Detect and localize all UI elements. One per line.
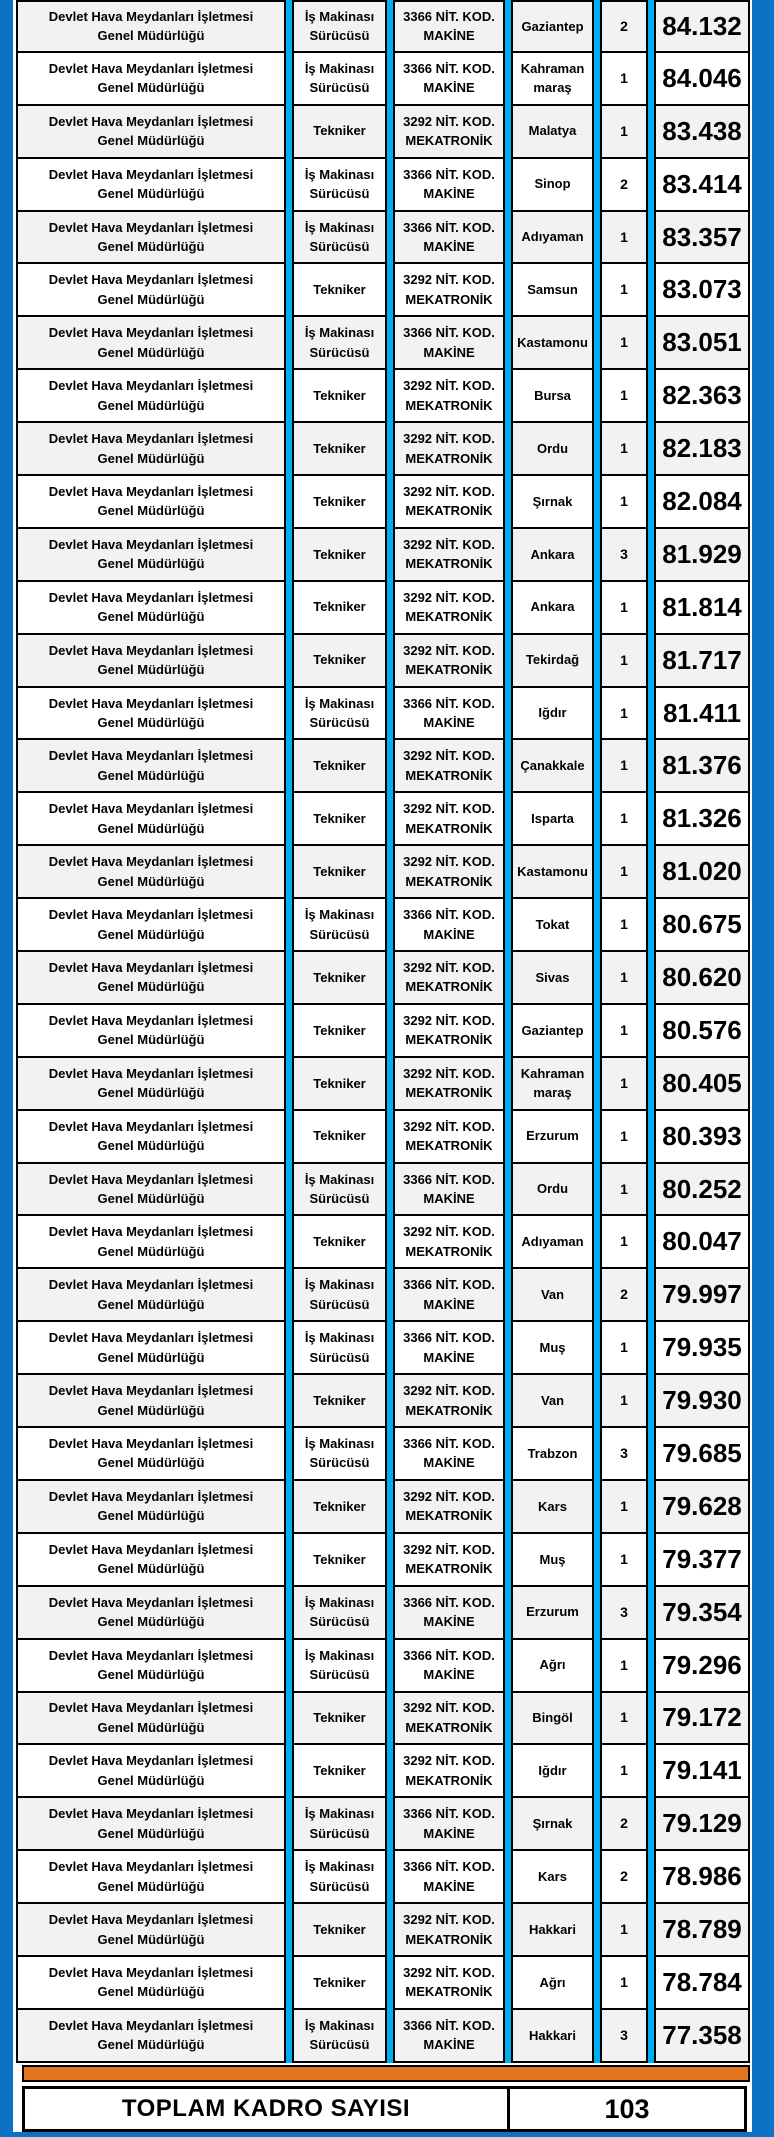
count-cell: 1 (600, 1216, 648, 1269)
score-cell: 79.141 (654, 1745, 750, 1798)
city-cell: Tokat (511, 899, 594, 952)
city-cell: Kars (511, 1481, 594, 1534)
code-cell: 3292 NİT. KOD. MEKATRONİK (393, 1745, 505, 1798)
code-cell: 3292 NİT. KOD. MEKATRONİK (393, 1957, 505, 2010)
city-cell: Tekirdağ (511, 635, 594, 688)
institution-cell: Devlet Hava Meydanları İşletmesi Genel Müdürlüğü (16, 159, 286, 212)
city-cell: Iğdır (511, 688, 594, 741)
count-cell: 1 (600, 1693, 648, 1746)
institution-cell: Devlet Hava Meydanları İşletmesi Genel Müdürlüğü (16, 1957, 286, 2010)
code-cell: 3366 NİT. KOD. MAKİNE (393, 899, 505, 952)
score-cell: 83.357 (654, 212, 750, 265)
count-cell: 1 (600, 846, 648, 899)
score-cell: 82.084 (654, 476, 750, 529)
count-cell: 1 (600, 1058, 648, 1111)
institution-cell: Devlet Hava Meydanları İşletmesi Genel Müdürlüğü (16, 0, 286, 53)
institution-cell: Devlet Hava Meydanları İşletmesi Genel Müdürlüğü (16, 529, 286, 582)
score-cell: 79.377 (654, 1534, 750, 1587)
count-cell: 1 (600, 106, 648, 159)
title-cell: Tekniker (292, 1481, 387, 1534)
score-cell: 80.576 (654, 1005, 750, 1058)
score-cell: 79.935 (654, 1322, 750, 1375)
city-cell: Muş (511, 1322, 594, 1375)
count-cell: 2 (600, 1851, 648, 1904)
city-cell: Ağrı (511, 1640, 594, 1693)
title-cell: Tekniker (292, 740, 387, 793)
count-cell: 1 (600, 688, 648, 741)
count-cell: 2 (600, 1269, 648, 1322)
institution-cell: Devlet Hava Meydanları İşletmesi Genel Müdürlüğü (16, 1269, 286, 1322)
count-cell: 1 (600, 1904, 648, 1957)
city-cell: Çanakkale (511, 740, 594, 793)
institution-cell: Devlet Hava Meydanları İşletmesi Genel Müdürlüğü (16, 1428, 286, 1481)
city-cell: Hakkari (511, 2010, 594, 2063)
institution-cell: Devlet Hava Meydanları İşletmesi Genel Müdürlüğü (16, 899, 286, 952)
title-cell: İş Makinası Sürücüsü (292, 1798, 387, 1851)
count-cell: 1 (600, 1640, 648, 1693)
count-cell: 1 (600, 1322, 648, 1375)
score-cell: 79.354 (654, 1587, 750, 1640)
count-cell: 1 (600, 1481, 648, 1534)
institution-cell: Devlet Hava Meydanları İşletmesi Genel Müdürlüğü (16, 1534, 286, 1587)
code-cell: 3292 NİT. KOD. MEKATRONİK (393, 476, 505, 529)
code-cell: 3366 NİT. KOD. MAKİNE (393, 159, 505, 212)
count-cell: 1 (600, 53, 648, 106)
title-cell: İş Makinası Sürücüsü (292, 1640, 387, 1693)
count-cell: 1 (600, 423, 648, 476)
title-cell: Tekniker (292, 846, 387, 899)
code-cell: 3366 NİT. KOD. MAKİNE (393, 1428, 505, 1481)
title-cell: İş Makinası Sürücüsü (292, 0, 387, 53)
institution-cell: Devlet Hava Meydanları İşletmesi Genel Müdürlüğü (16, 317, 286, 370)
city-cell: Gaziantep (511, 0, 594, 53)
code-cell: 3292 NİT. KOD. MEKATRONİK (393, 952, 505, 1005)
code-cell: 3292 NİT. KOD. MEKATRONİK (393, 1693, 505, 1746)
city-cell: Şırnak (511, 476, 594, 529)
code-cell: 3292 NİT. KOD. MEKATRONİK (393, 582, 505, 635)
code-cell: 3292 NİT. KOD. MEKATRONİK (393, 106, 505, 159)
count-cell: 1 (600, 793, 648, 846)
institution-cell: Devlet Hava Meydanları İşletmesi Genel Müdürlüğü (16, 635, 286, 688)
code-cell: 3366 NİT. KOD. MAKİNE (393, 212, 505, 265)
city-cell: Gaziantep (511, 1005, 594, 1058)
city-cell: Kastamonu (511, 846, 594, 899)
score-cell: 84.046 (654, 53, 750, 106)
city-cell: Trabzon (511, 1428, 594, 1481)
score-cell: 80.252 (654, 1164, 750, 1217)
score-cell: 77.358 (654, 2010, 750, 2063)
code-cell: 3292 NİT. KOD. MEKATRONİK (393, 1375, 505, 1428)
score-cell: 78.789 (654, 1904, 750, 1957)
count-cell: 3 (600, 1587, 648, 1640)
city-cell: Şırnak (511, 1798, 594, 1851)
institution-cell: Devlet Hava Meydanları İşletmesi Genel Müdürlüğü (16, 53, 286, 106)
institution-cell: Devlet Hava Meydanları İşletmesi Genel Müdürlüğü (16, 264, 286, 317)
code-cell: 3366 NİT. KOD. MAKİNE (393, 1851, 505, 1904)
institution-cell: Devlet Hava Meydanları İşletmesi Genel Müdürlüğü (16, 476, 286, 529)
title-cell: İş Makinası Sürücüsü (292, 159, 387, 212)
count-cell: 1 (600, 370, 648, 423)
count-cell: 1 (600, 1957, 648, 2010)
city-cell: Ordu (511, 1164, 594, 1217)
city-cell: Iğdır (511, 1745, 594, 1798)
title-cell: İş Makinası Sürücüsü (292, 899, 387, 952)
city-cell: Ağrı (511, 1957, 594, 2010)
count-cell: 1 (600, 1745, 648, 1798)
title-cell: Tekniker (292, 635, 387, 688)
city-cell: Adıyaman (511, 212, 594, 265)
code-cell: 3366 NİT. KOD. MAKİNE (393, 1640, 505, 1693)
city-cell: Bursa (511, 370, 594, 423)
institution-cell: Devlet Hava Meydanları İşletmesi Genel Müdürlüğü (16, 1375, 286, 1428)
title-cell: Tekniker (292, 529, 387, 582)
score-cell: 80.047 (654, 1216, 750, 1269)
code-cell: 3292 NİT. KOD. MEKATRONİK (393, 793, 505, 846)
city-cell: Malatya (511, 106, 594, 159)
title-cell: İş Makinası Sürücüsü (292, 1269, 387, 1322)
score-cell: 83.073 (654, 264, 750, 317)
title-cell: İş Makinası Sürücüsü (292, 1587, 387, 1640)
score-cell: 81.929 (654, 529, 750, 582)
institution-cell: Devlet Hava Meydanları İşletmesi Genel Müdürlüğü (16, 1693, 286, 1746)
title-cell: İş Makinası Sürücüsü (292, 1164, 387, 1217)
score-cell: 81.326 (654, 793, 750, 846)
count-cell: 1 (600, 1164, 648, 1217)
city-cell: Muş (511, 1534, 594, 1587)
city-cell: Adıyaman (511, 1216, 594, 1269)
code-cell: 3292 NİT. KOD. MEKATRONİK (393, 1111, 505, 1164)
code-cell: 3366 NİT. KOD. MAKİNE (393, 1164, 505, 1217)
institution-cell: Devlet Hava Meydanları İşletmesi Genel Müdürlüğü (16, 688, 286, 741)
score-cell: 79.129 (654, 1798, 750, 1851)
count-cell: 3 (600, 2010, 648, 2063)
code-cell: 3292 NİT. KOD. MEKATRONİK (393, 1216, 505, 1269)
score-cell: 79.172 (654, 1693, 750, 1746)
institution-cell: Devlet Hava Meydanları İşletmesi Genel Müdürlüğü (16, 1216, 286, 1269)
code-cell: 3366 NİT. KOD. MAKİNE (393, 0, 505, 53)
count-cell: 2 (600, 0, 648, 53)
institution-cell: Devlet Hava Meydanları İşletmesi Genel Müdürlüğü (16, 1851, 286, 1904)
city-cell: Ankara (511, 582, 594, 635)
title-cell: Tekniker (292, 1534, 387, 1587)
city-cell: Bingöl (511, 1693, 594, 1746)
title-cell: Tekniker (292, 1216, 387, 1269)
code-cell: 3292 NİT. KOD. MEKATRONİK (393, 846, 505, 899)
title-cell: Tekniker (292, 423, 387, 476)
count-cell: 2 (600, 1798, 648, 1851)
total-value: 103 (510, 2086, 747, 2132)
institution-cell: Devlet Hava Meydanları İşletmesi Genel Müdürlüğü (16, 1322, 286, 1375)
city-cell: Ankara (511, 529, 594, 582)
count-cell: 1 (600, 952, 648, 1005)
institution-cell: Devlet Hava Meydanları İşletmesi Genel Müdürlüğü (16, 1005, 286, 1058)
score-cell: 81.376 (654, 740, 750, 793)
institution-cell: Devlet Hava Meydanları İşletmesi Genel Müdürlüğü (16, 1904, 286, 1957)
title-cell: Tekniker (292, 264, 387, 317)
score-cell: 79.685 (654, 1428, 750, 1481)
title-cell: Tekniker (292, 1693, 387, 1746)
code-cell: 3292 NİT. KOD. MEKATRONİK (393, 740, 505, 793)
institution-cell: Devlet Hava Meydanları İşletmesi Genel Müdürlüğü (16, 370, 286, 423)
title-cell: İş Makinası Sürücüsü (292, 317, 387, 370)
institution-cell: Devlet Hava Meydanları İşletmesi Genel Müdürlüğü (16, 1640, 286, 1693)
title-cell: Tekniker (292, 370, 387, 423)
code-cell: 3366 NİT. KOD. MAKİNE (393, 2010, 505, 2063)
score-cell: 82.363 (654, 370, 750, 423)
title-cell: Tekniker (292, 1005, 387, 1058)
code-cell: 3292 NİT. KOD. MEKATRONİK (393, 370, 505, 423)
title-cell: Tekniker (292, 476, 387, 529)
city-cell: Kahraman maraş (511, 53, 594, 106)
city-cell: Kastamonu (511, 317, 594, 370)
title-cell: İş Makinası Sürücüsü (292, 1322, 387, 1375)
score-cell: 84.132 (654, 0, 750, 53)
score-cell: 83.414 (654, 159, 750, 212)
score-cell: 79.296 (654, 1640, 750, 1693)
city-cell: Kahraman maraş (511, 1058, 594, 1111)
title-cell: İş Makinası Sürücüsü (292, 1428, 387, 1481)
title-cell: Tekniker (292, 1375, 387, 1428)
institution-cell: Devlet Hava Meydanları İşletmesi Genel Müdürlüğü (16, 1481, 286, 1534)
title-cell: Tekniker (292, 582, 387, 635)
institution-cell: Devlet Hava Meydanları İşletmesi Genel Müdürlüğü (16, 212, 286, 265)
code-cell: 3292 NİT. KOD. MEKATRONİK (393, 1005, 505, 1058)
city-cell: Erzurum (511, 1587, 594, 1640)
code-cell: 3366 NİT. KOD. MAKİNE (393, 1269, 505, 1322)
city-cell: Isparta (511, 793, 594, 846)
institution-cell: Devlet Hava Meydanları İşletmesi Genel Müdürlüğü (16, 1164, 286, 1217)
code-cell: 3366 NİT. KOD. MAKİNE (393, 1798, 505, 1851)
score-cell: 83.438 (654, 106, 750, 159)
institution-cell: Devlet Hava Meydanları İşletmesi Genel Müdürlüğü (16, 740, 286, 793)
score-cell: 81.411 (654, 688, 750, 741)
count-cell: 2 (600, 159, 648, 212)
title-cell: Tekniker (292, 1111, 387, 1164)
count-cell: 1 (600, 635, 648, 688)
count-cell: 1 (600, 1534, 648, 1587)
city-cell: Van (511, 1375, 594, 1428)
title-cell: Tekniker (292, 1904, 387, 1957)
total-row (22, 2086, 747, 2132)
score-cell: 80.393 (654, 1111, 750, 1164)
code-cell: 3366 NİT. KOD. MAKİNE (393, 1322, 505, 1375)
score-cell: 80.675 (654, 899, 750, 952)
city-cell: Hakkari (511, 1904, 594, 1957)
title-cell: Tekniker (292, 106, 387, 159)
count-cell: 1 (600, 264, 648, 317)
title-cell: İş Makinası Sürücüsü (292, 1851, 387, 1904)
count-cell: 3 (600, 1428, 648, 1481)
institution-cell: Devlet Hava Meydanları İşletmesi Genel Müdürlüğü (16, 846, 286, 899)
count-cell: 1 (600, 899, 648, 952)
institution-cell: Devlet Hava Meydanları İşletmesi Genel Müdürlüğü (16, 582, 286, 635)
city-cell: Ordu (511, 423, 594, 476)
city-cell: Sinop (511, 159, 594, 212)
score-cell: 79.997 (654, 1269, 750, 1322)
city-cell: Van (511, 1269, 594, 1322)
score-cell: 80.620 (654, 952, 750, 1005)
code-cell: 3292 NİT. KOD. MEKATRONİK (393, 264, 505, 317)
code-cell: 3366 NİT. KOD. MAKİNE (393, 1587, 505, 1640)
score-cell: 83.051 (654, 317, 750, 370)
code-cell: 3292 NİT. KOD. MEKATRONİK (393, 1481, 505, 1534)
institution-cell: Devlet Hava Meydanları İşletmesi Genel Müdürlüğü (16, 1111, 286, 1164)
score-cell: 81.717 (654, 635, 750, 688)
city-cell: Kars (511, 1851, 594, 1904)
score-cell: 81.020 (654, 846, 750, 899)
code-cell: 3292 NİT. KOD. MEKATRONİK (393, 635, 505, 688)
count-cell: 1 (600, 1375, 648, 1428)
table-panel (13, 0, 752, 2132)
title-cell: İş Makinası Sürücüsü (292, 688, 387, 741)
total-label: TOPLAM KADRO SAYISI (22, 2086, 510, 2132)
title-cell: Tekniker (292, 1745, 387, 1798)
institution-cell: Devlet Hava Meydanları İşletmesi Genel Müdürlüğü (16, 106, 286, 159)
city-cell: Samsun (511, 264, 594, 317)
code-cell: 3292 NİT. KOD. MEKATRONİK (393, 1534, 505, 1587)
title-cell: Tekniker (292, 1058, 387, 1111)
title-cell: İş Makinası Sürücüsü (292, 53, 387, 106)
code-cell: 3366 NİT. KOD. MAKİNE (393, 317, 505, 370)
count-cell: 1 (600, 212, 648, 265)
title-cell: İş Makinası Sürücüsü (292, 212, 387, 265)
title-cell: Tekniker (292, 1957, 387, 2010)
code-cell: 3292 NİT. KOD. MEKATRONİK (393, 1058, 505, 1111)
code-cell: 3292 NİT. KOD. MEKATRONİK (393, 529, 505, 582)
count-cell: 1 (600, 317, 648, 370)
code-cell: 3366 NİT. KOD. MAKİNE (393, 688, 505, 741)
title-cell: İş Makinası Sürücüsü (292, 2010, 387, 2063)
code-cell: 3366 NİT. KOD. MAKİNE (393, 53, 505, 106)
score-cell: 80.405 (654, 1058, 750, 1111)
institution-cell: Devlet Hava Meydanları İşletmesi Genel Müdürlüğü (16, 1058, 286, 1111)
count-cell: 1 (600, 1111, 648, 1164)
institution-cell: Devlet Hava Meydanları İşletmesi Genel Müdürlüğü (16, 1745, 286, 1798)
institution-cell: Devlet Hava Meydanları İşletmesi Genel Müdürlüğü (16, 1798, 286, 1851)
title-cell: Tekniker (292, 952, 387, 1005)
city-cell: Sivas (511, 952, 594, 1005)
staffing-table (16, 0, 750, 2063)
city-cell: Erzurum (511, 1111, 594, 1164)
institution-cell: Devlet Hava Meydanları İşletmesi Genel Müdürlüğü (16, 952, 286, 1005)
institution-cell: Devlet Hava Meydanları İşletmesi Genel Müdürlüğü (16, 2010, 286, 2063)
score-cell: 81.814 (654, 582, 750, 635)
score-cell: 79.930 (654, 1375, 750, 1428)
count-cell: 1 (600, 582, 648, 635)
count-cell: 3 (600, 529, 648, 582)
score-cell: 78.784 (654, 1957, 750, 2010)
institution-cell: Devlet Hava Meydanları İşletmesi Genel Müdürlüğü (16, 423, 286, 476)
institution-cell: Devlet Hava Meydanları İşletmesi Genel Müdürlüğü (16, 1587, 286, 1640)
score-cell: 82.183 (654, 423, 750, 476)
code-cell: 3292 NİT. KOD. MEKATRONİK (393, 423, 505, 476)
institution-cell: Devlet Hava Meydanları İşletmesi Genel Müdürlüğü (16, 793, 286, 846)
separator-bar (22, 2065, 750, 2082)
score-cell: 79.628 (654, 1481, 750, 1534)
count-cell: 1 (600, 740, 648, 793)
title-cell: Tekniker (292, 793, 387, 846)
score-cell: 78.986 (654, 1851, 750, 1904)
code-cell: 3292 NİT. KOD. MEKATRONİK (393, 1904, 505, 1957)
count-cell: 1 (600, 476, 648, 529)
count-cell: 1 (600, 1005, 648, 1058)
